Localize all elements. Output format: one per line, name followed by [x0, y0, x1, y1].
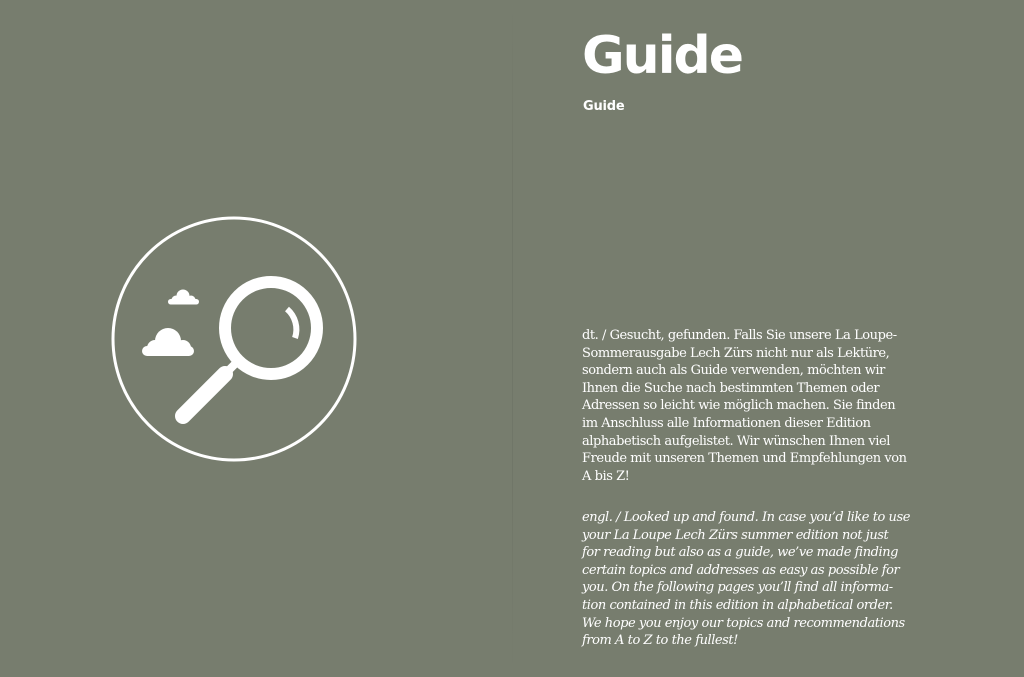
body-text-german: [582, 327, 934, 485]
body-line: you. On the following pages you’ll find all informa-: [582, 580, 893, 596]
body-line: sondern auch als Guide verwenden, möchten wir: [582, 363, 885, 379]
magnifier-with-clouds-icon: [110, 215, 358, 463]
body-line: Sommerausgabe Lech Zürs nicht nur als Lektüre,: [582, 345, 890, 361]
body-line: Freude mit unseren Themen und Empfehlungen von: [582, 451, 907, 467]
page-title: Guide: [582, 26, 743, 86]
body-line: engl. / Looked up and found. In case you’d like to use: [582, 510, 910, 525]
body-line: We hope you enjoy our topics and recommendations: [582, 615, 905, 631]
body-line: tion contained in this edition in alphabetical order.: [582, 597, 893, 613]
body-line: Adressen so leicht wie möglich machen. Sie finden: [582, 398, 896, 414]
body-line: from A to Z to the fullest!: [582, 633, 738, 649]
body-line: for reading but also as a guide, we’ve made finding: [582, 545, 899, 561]
body-line: alphabetisch aufgelistet. Wir wünschen Ihnen viel: [582, 433, 890, 449]
body-line: A bis Z!: [582, 468, 630, 484]
body-line: your La Loupe Lech Zürs summer edition not just: [582, 527, 889, 543]
large-cloud-icon: [142, 328, 194, 356]
body-line: dt. / Gesucht, gefunden. Falls Sie unsere La Loupe-: [582, 328, 897, 343]
body-line: Ihnen die Suche nach bestimmten Themen oder: [582, 380, 880, 396]
body-line: im Anschluss alle Informationen dieser Edition: [582, 415, 871, 431]
small-cloud-icon: [168, 290, 199, 305]
body-line: certain topics and addresses as easy as possible for: [582, 562, 900, 578]
body-text-english: [582, 509, 934, 650]
page-subtitle: Guide: [583, 99, 625, 114]
